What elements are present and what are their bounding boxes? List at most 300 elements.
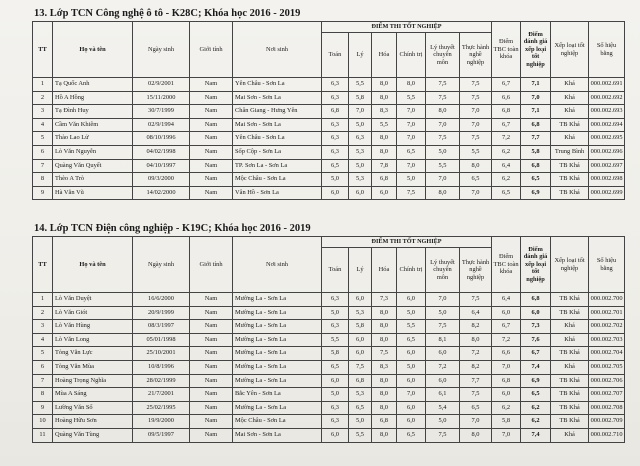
cell-classification: TB Khá: [551, 347, 589, 361]
cell-chemistry: 8,0: [372, 306, 397, 320]
table-row: [33, 145, 625, 159]
cell-name: Lò Văn Long: [53, 333, 133, 347]
cell-name: Thào Lao Lử: [53, 132, 133, 146]
cell-tt: 5: [33, 347, 53, 361]
cell-theory: 7,5: [426, 78, 460, 92]
cell-name: Tạ Quốc Anh: [53, 78, 133, 92]
section-title: 13. Lớp TCN Công nghệ ô tô - K28C; Khóa học 2016 - 2019: [34, 8, 301, 19]
cell-cert-no: 000.002.709: [589, 415, 625, 429]
cell-cert-no: 000.002.702: [589, 320, 625, 334]
cell-physics: 6,8: [349, 374, 372, 388]
cell-math: 6,3: [322, 415, 349, 429]
cell-grading-score: 7,0: [521, 91, 551, 105]
cell-politics: 5,0: [397, 173, 426, 187]
cell-math: 6,0: [322, 186, 349, 200]
cell-name: Tạ Đình Huy: [53, 105, 133, 119]
cell-chemistry: 7,8: [372, 159, 397, 173]
cell-tbc: 6,0: [492, 306, 521, 320]
cell-math: 6,3: [322, 118, 349, 132]
cell-cert-no: 000.002.706: [589, 374, 625, 388]
cell-grading-score: 6,8: [521, 159, 551, 173]
col-header-politics: Chính trị: [397, 248, 426, 293]
cell-tt: 6: [33, 145, 53, 159]
col-header-exam-group: ĐIỂM THI TỐT NGHIỆP: [322, 22, 492, 33]
cell-practice: 8,2: [460, 320, 492, 334]
cell-birthplace: Yên Châu - Sơn La: [233, 78, 322, 92]
cell-grading-score: 6,5: [521, 388, 551, 402]
table-row: [33, 415, 625, 429]
cell-classification: Khá: [551, 320, 589, 334]
cell-physics: 5,0: [349, 415, 372, 429]
cell-classification: Khá: [551, 91, 589, 105]
cell-name: Tòng Văn Lực: [53, 347, 133, 361]
cell-practice: 7,7: [460, 374, 492, 388]
col-header-theory: Lý thuyết chuyên môn: [426, 248, 460, 293]
cell-dob: 09/3/2000: [133, 173, 190, 187]
cell-name: Lò Văn Hùng: [53, 320, 133, 334]
cell-birthplace: Mường La - Sơn La: [233, 401, 322, 415]
cell-chemistry: 8,0: [372, 320, 397, 334]
cell-classification: Khá: [551, 333, 589, 347]
col-header-birthplace: Nơi sinh: [233, 22, 322, 78]
cell-math: 6,3: [322, 132, 349, 146]
cell-politics: 6,5: [397, 428, 426, 442]
cell-politics: 6,0: [397, 293, 426, 307]
cell-math: 6,3: [322, 91, 349, 105]
cell-theory: 8,1: [426, 333, 460, 347]
cell-math: 6,0: [322, 428, 349, 442]
cell-tt: 5: [33, 132, 53, 146]
cell-chemistry: 6,8: [372, 415, 397, 429]
cell-practice: 7,5: [460, 78, 492, 92]
cell-gender: Nam: [190, 320, 233, 334]
col-header-dob: Ngày sinh: [133, 22, 190, 78]
col-header-physics: Lý: [349, 33, 372, 78]
cell-name: Quàng Văn Quyết: [53, 159, 133, 173]
cell-tbc: 7,0: [492, 360, 521, 374]
cell-grading-score: 7,3: [521, 320, 551, 334]
cell-tt: 1: [33, 78, 53, 92]
cell-tt: 1: [33, 293, 53, 307]
cell-birthplace: Mộc Châu - Sơn La: [233, 415, 322, 429]
cell-birthplace: Mường La - Sơn La: [233, 293, 322, 307]
cell-theory: 7,0: [426, 118, 460, 132]
cell-grading-score: 6,9: [521, 186, 551, 200]
cell-dob: 09/5/1997: [133, 428, 190, 442]
cell-math: 6,5: [322, 360, 349, 374]
cell-grading-score: 5,8: [521, 145, 551, 159]
cell-math: 5,0: [322, 306, 349, 320]
cell-physics: 6,0: [349, 293, 372, 307]
cell-gender: Nam: [190, 145, 233, 159]
cell-practice: 7,5: [460, 293, 492, 307]
cell-grading-score: 6,9: [521, 374, 551, 388]
col-header-dob: Ngày sinh: [133, 237, 190, 293]
cell-theory: 6,0: [426, 347, 460, 361]
cell-politics: 7,0: [397, 118, 426, 132]
cell-theory: 7,0: [426, 173, 460, 187]
table-row: [33, 388, 625, 402]
cell-tt: 8: [33, 173, 53, 187]
cell-practice: 8,0: [460, 428, 492, 442]
cell-birthplace: Mường La - Sơn La: [233, 360, 322, 374]
cell-tt: 4: [33, 333, 53, 347]
cell-tbc: 6,8: [492, 105, 521, 119]
cell-gender: Nam: [190, 388, 233, 402]
col-header-classification: Xếp loại tốt nghiệp: [551, 237, 589, 293]
cell-physics: 6,0: [349, 347, 372, 361]
cell-cert-no: 000.002.704: [589, 347, 625, 361]
cell-grading-score: 7,6: [521, 333, 551, 347]
cell-math: 5,0: [322, 388, 349, 402]
section-class-13: [32, 6, 624, 200]
cell-practice: 7,0: [460, 415, 492, 429]
cell-cert-no: 000.002.700: [589, 293, 625, 307]
cell-tbc: 6,2: [492, 173, 521, 187]
cell-tt: 2: [33, 91, 53, 105]
cell-birthplace: Mường La - Sơn La: [233, 320, 322, 334]
cell-chemistry: 8,0: [372, 91, 397, 105]
cell-tbc: 6,8: [492, 374, 521, 388]
cell-tbc: 6,7: [492, 320, 521, 334]
cell-practice: 6,4: [460, 306, 492, 320]
table-row: [33, 91, 625, 105]
cell-dob: 08/10/1996: [133, 132, 190, 146]
cell-dob: 25/10/2001: [133, 347, 190, 361]
cell-chemistry: 8,0: [372, 428, 397, 442]
col-header-tt: TT: [33, 22, 53, 78]
cell-cert-no: 000.002.692: [589, 91, 625, 105]
cell-birthplace: TP. Sơn La - Sơn La: [233, 159, 322, 173]
table-row: [33, 374, 625, 388]
cell-gender: Nam: [190, 347, 233, 361]
col-header-math: Toán: [322, 33, 349, 78]
cell-politics: 6,0: [397, 347, 426, 361]
cell-name: Lường Văn Sổ: [53, 401, 133, 415]
cell-grading-score: 6,7: [521, 347, 551, 361]
cell-tbc: 7,2: [492, 333, 521, 347]
cell-chemistry: 7,3: [372, 293, 397, 307]
cell-classification: TB Khá: [551, 388, 589, 402]
col-header-math: Toán: [322, 248, 349, 293]
cell-birthplace: Mường La - Sơn La: [233, 374, 322, 388]
cell-cert-no: 000.002.703: [589, 333, 625, 347]
cell-grading-score: 7,4: [521, 428, 551, 442]
table-row: [33, 360, 625, 374]
table-row: [33, 78, 625, 92]
cell-gender: Nam: [190, 159, 233, 173]
cell-politics: 7,0: [397, 388, 426, 402]
cell-classification: TB Khá: [551, 306, 589, 320]
cell-practice: 8,0: [460, 159, 492, 173]
cell-practice: 6,5: [460, 173, 492, 187]
cell-chemistry: 8,0: [372, 78, 397, 92]
cell-physics: 5,3: [349, 145, 372, 159]
col-header-tbc: Điểm TBC toàn khóa: [492, 237, 521, 293]
cell-math: 5,5: [322, 333, 349, 347]
cell-physics: 5,3: [349, 173, 372, 187]
cell-tt: 6: [33, 360, 53, 374]
cell-name: Lò Văn Giót: [53, 306, 133, 320]
cell-classification: Trung Bình: [551, 145, 589, 159]
cell-cert-no: 000.002.694: [589, 118, 625, 132]
cell-cert-no: 000.002.696: [589, 145, 625, 159]
cell-tbc: 6,4: [492, 159, 521, 173]
cell-math: 5,8: [322, 347, 349, 361]
cell-tbc: 6,4: [492, 293, 521, 307]
cell-tbc: 7,0: [492, 428, 521, 442]
col-header-politics: Chính trị: [397, 33, 426, 78]
cell-tt: 3: [33, 105, 53, 119]
cell-cert-no: 000.002.695: [589, 132, 625, 146]
cell-classification: TB Khá: [551, 374, 589, 388]
cell-cert-no: 000.002.699: [589, 186, 625, 200]
cell-dob: 20/9/1999: [133, 306, 190, 320]
cell-gender: Nam: [190, 333, 233, 347]
cell-tt: 7: [33, 159, 53, 173]
cell-dob: 28/02/1999: [133, 374, 190, 388]
cell-physics: 5,3: [349, 306, 372, 320]
cell-gender: Nam: [190, 360, 233, 374]
cell-dob: 02/9/2001: [133, 78, 190, 92]
cell-tt: 4: [33, 118, 53, 132]
col-header-gender: Giới tính: [190, 22, 233, 78]
cell-name: Thèo A Trò: [53, 173, 133, 187]
cell-birthplace: Chân Giang - Hưng Yên: [233, 105, 322, 119]
graduation-table: [32, 21, 625, 200]
cell-theory: 7,5: [426, 428, 460, 442]
cell-physics: 6,5: [349, 401, 372, 415]
cell-dob: 30/7/1999: [133, 105, 190, 119]
cell-dob: 08/3/1997: [133, 320, 190, 334]
col-header-gender: Giới tính: [190, 237, 233, 293]
cell-gender: Nam: [190, 428, 233, 442]
table-row: [33, 401, 625, 415]
cell-math: 6,3: [322, 401, 349, 415]
cell-tbc: 6,2: [492, 401, 521, 415]
cell-politics: 5,0: [397, 360, 426, 374]
cell-grading-score: 6,8: [521, 293, 551, 307]
cell-dob: 04/10/1997: [133, 159, 190, 173]
cell-classification: Khá: [551, 78, 589, 92]
cell-classification: TB Khá: [551, 293, 589, 307]
cell-cert-no: 000.002.691: [589, 78, 625, 92]
cell-politics: 5,5: [397, 91, 426, 105]
table-row: [33, 306, 625, 320]
cell-tt: 10: [33, 415, 53, 429]
cell-tt: 9: [33, 186, 53, 200]
cell-practice: 7,0: [460, 186, 492, 200]
cell-grading-score: 6,5: [521, 173, 551, 187]
cell-practice: 7,0: [460, 118, 492, 132]
cell-cert-no: 000.002.697: [589, 159, 625, 173]
cell-physics: 5,8: [349, 320, 372, 334]
table-row: [33, 320, 625, 334]
cell-gender: Nam: [190, 78, 233, 92]
table-row: [33, 293, 625, 307]
cell-practice: 7,0: [460, 105, 492, 119]
cell-name: Hoàng Hữu Sơn: [53, 415, 133, 429]
cell-math: 5,0: [322, 173, 349, 187]
cell-theory: 8,0: [426, 186, 460, 200]
cell-name: Lò Văn Nguyễn: [53, 145, 133, 159]
cell-theory: 5,0: [426, 415, 460, 429]
table-row: [33, 186, 625, 200]
cell-name: Cầm Văn Khiêm: [53, 118, 133, 132]
cell-gender: Nam: [190, 293, 233, 307]
cell-tbc: 7,2: [492, 132, 521, 146]
cell-cert-no: 000.002.701: [589, 306, 625, 320]
table-row: [33, 132, 625, 146]
cell-gender: Nam: [190, 105, 233, 119]
cell-gender: Nam: [190, 91, 233, 105]
cell-dob: 05/01/1998: [133, 333, 190, 347]
cell-cert-no: 000.002.707: [589, 388, 625, 402]
table-row: [33, 159, 625, 173]
cell-grading-score: 6,2: [521, 401, 551, 415]
cell-theory: 5,0: [426, 306, 460, 320]
cell-name: Lò Văn Duyệt: [53, 293, 133, 307]
table-row: [33, 428, 625, 442]
cell-birthplace: Vân Hồ - Sơn La: [233, 186, 322, 200]
cell-dob: 21/7/2001: [133, 388, 190, 402]
cell-politics: 5,5: [397, 320, 426, 334]
cell-physics: 5,5: [349, 78, 372, 92]
cell-birthplace: Yên Châu - Sơn La: [233, 132, 322, 146]
cell-cert-no: 000.002.705: [589, 360, 625, 374]
cell-math: 6,3: [322, 78, 349, 92]
section-title: 14. Lớp TCN Điện công nghiệp - K19C; Khóa học 2016 - 2019: [34, 223, 311, 234]
cell-cert-no: 000.002.698: [589, 173, 625, 187]
cell-math: 6,3: [322, 293, 349, 307]
cell-politics: 6,5: [397, 333, 426, 347]
cell-theory: 6,0: [426, 374, 460, 388]
cell-theory: 5,0: [426, 145, 460, 159]
cell-theory: 7,5: [426, 132, 460, 146]
cell-dob: 02/9/1994: [133, 118, 190, 132]
cell-politics: 8,0: [397, 78, 426, 92]
cell-physics: 5,8: [349, 91, 372, 105]
col-header-name: Họ và tên: [53, 237, 133, 293]
cell-physics: 7,0: [349, 105, 372, 119]
cell-physics: 7,5: [349, 360, 372, 374]
cell-politics: 7,0: [397, 132, 426, 146]
cell-politics: 7,0: [397, 159, 426, 173]
cell-classification: Khá: [551, 428, 589, 442]
cell-practice: 6,5: [460, 401, 492, 415]
cell-grading-score: 7,7: [521, 132, 551, 146]
cell-tbc: 6,7: [492, 78, 521, 92]
cell-politics: 6,0: [397, 415, 426, 429]
col-header-grading-score: Điểm đánh giá xếp loại tốt nghiệp: [521, 237, 551, 293]
cell-politics: 6,5: [397, 145, 426, 159]
cell-gender: Nam: [190, 132, 233, 146]
cell-classification: Khá: [551, 105, 589, 119]
cell-classification: TB Khá: [551, 415, 589, 429]
cell-chemistry: 8,0: [372, 388, 397, 402]
cell-politics: 6,0: [397, 374, 426, 388]
cell-chemistry: 8,0: [372, 401, 397, 415]
cell-math: 6,3: [322, 320, 349, 334]
cell-grading-score: 7,1: [521, 105, 551, 119]
cell-physics: 6,3: [349, 132, 372, 146]
cell-theory: 8,0: [426, 105, 460, 119]
table-row: [33, 173, 625, 187]
cell-dob: 16/6/2000: [133, 293, 190, 307]
col-header-classification: Xếp loại tốt nghiệp: [551, 22, 589, 78]
cell-chemistry: 8,3: [372, 105, 397, 119]
cell-gender: Nam: [190, 173, 233, 187]
cell-theory: 7,0: [426, 293, 460, 307]
cell-gender: Nam: [190, 401, 233, 415]
cell-chemistry: 7,5: [372, 347, 397, 361]
cell-physics: 5,0: [349, 159, 372, 173]
cell-birthplace: Sốp Cộp - Sơn La: [233, 145, 322, 159]
cell-dob: 04/02/1998: [133, 145, 190, 159]
col-header-tbc: Điểm TBC toàn khóa: [492, 22, 521, 78]
cell-math: 6,5: [322, 159, 349, 173]
cell-tbc: 6,6: [492, 91, 521, 105]
cell-name: Hoàng Trọng Nghĩa: [53, 374, 133, 388]
col-header-grading-score: Điểm đánh giá xếp loại tốt nghiệp: [521, 22, 551, 78]
cell-politics: 5,0: [397, 306, 426, 320]
cell-chemistry: 8,0: [372, 374, 397, 388]
section-class-14: [32, 221, 624, 443]
cell-theory: 7,2: [426, 360, 460, 374]
col-header-theory: Lý thuyết chuyên môn: [426, 33, 460, 78]
cell-politics: 7,5: [397, 186, 426, 200]
cell-grading-score: 6,0: [521, 306, 551, 320]
cell-practice: 7,2: [460, 347, 492, 361]
cell-physics: 6,0: [349, 333, 372, 347]
cell-practice: 7,5: [460, 91, 492, 105]
cell-birthplace: Mường La - Sơn La: [233, 333, 322, 347]
cell-classification: TB Khá: [551, 401, 589, 415]
cell-dob: 25/02/1995: [133, 401, 190, 415]
cell-classification: TB Khá: [551, 159, 589, 173]
table-row: [33, 333, 625, 347]
cell-theory: 6,1: [426, 388, 460, 402]
cell-birthplace: Mộc Châu - Sơn La: [233, 173, 322, 187]
cell-chemistry: 6,0: [372, 186, 397, 200]
table-row: [33, 118, 625, 132]
cell-math: 6,0: [322, 374, 349, 388]
col-header-cert-no: Số hiệu bằng: [589, 237, 625, 293]
cell-name: Mùa A Sáng: [53, 388, 133, 402]
cell-name: Hồ A Hồng: [53, 91, 133, 105]
cell-chemistry: 5,5: [372, 118, 397, 132]
cell-gender: Nam: [190, 415, 233, 429]
cell-grading-score: 7,1: [521, 78, 551, 92]
cell-dob: 10/8/1996: [133, 360, 190, 374]
graduation-table: [32, 236, 625, 443]
cell-physics: 6,0: [349, 186, 372, 200]
cell-tbc: 6,2: [492, 145, 521, 159]
cell-birthplace: Mai Sơn - Sơn La: [233, 118, 322, 132]
table-row: [33, 105, 625, 119]
cell-name: Hà Văn Vũ: [53, 186, 133, 200]
cell-birthplace: Mường La - Sơn La: [233, 306, 322, 320]
cell-gender: Nam: [190, 374, 233, 388]
cell-name: Quàng Văn Tùng: [53, 428, 133, 442]
col-header-practice: Thực hành nghề nghiệp: [460, 33, 492, 78]
cell-chemistry: 8,3: [372, 360, 397, 374]
cell-politics: 6,0: [397, 401, 426, 415]
cell-cert-no: 000.002.693: [589, 105, 625, 119]
cell-dob: 15/11/2000: [133, 91, 190, 105]
cell-gender: Nam: [190, 306, 233, 320]
cell-physics: 5,5: [349, 428, 372, 442]
